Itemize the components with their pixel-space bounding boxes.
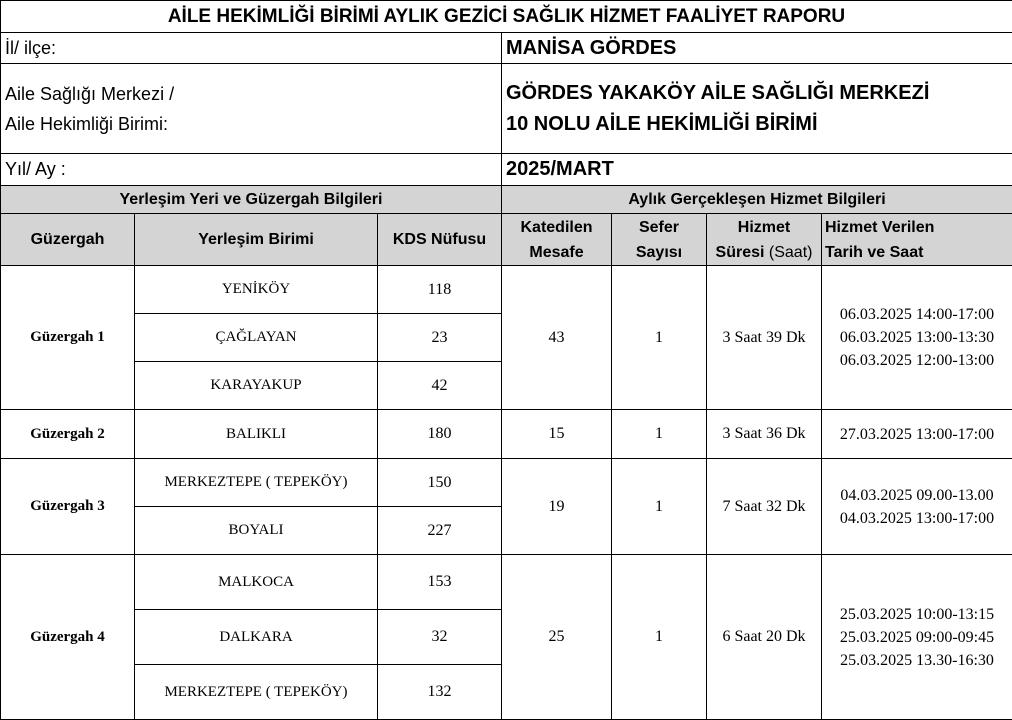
settlement-name: YENİKÖY bbox=[135, 266, 378, 314]
route-trips: 1 bbox=[612, 555, 707, 720]
col-header-distance bbox=[502, 214, 612, 266]
settlement-population: 42 bbox=[378, 362, 502, 410]
route-trips: 1 bbox=[612, 266, 707, 410]
route-schedule bbox=[822, 555, 1012, 720]
report-title: AİLE HEKİMLİĞİ BİRİMİ AYLIK GEZİCİ SAĞLIK HİZMET FAALİYET RAPORU bbox=[1, 1, 1012, 33]
col-header-population: KDS Nüfusu bbox=[378, 214, 502, 266]
settlement-population: 132 bbox=[378, 665, 502, 720]
col-header-settlement: Yerleşim Birimi bbox=[135, 214, 378, 266]
province-value: MANİSA GÖRDES bbox=[502, 33, 1012, 64]
col-header-duration-unit: (Saat) bbox=[769, 244, 813, 261]
settlement-population: 23 bbox=[378, 314, 502, 362]
schedule-entry: 04.03.2025 13:00-17:00 bbox=[822, 507, 1012, 530]
province-label: İl/ ilçe: bbox=[1, 33, 502, 64]
province-row bbox=[1, 33, 1012, 64]
column-header-row bbox=[1, 214, 1012, 266]
col-header-trips-line-2: Sayısı bbox=[612, 240, 706, 265]
group-header-right: Aylık Gerçekleşen Hizmet Bilgileri bbox=[502, 186, 1012, 214]
col-header-datetime-line-1: Hizmet Verilen bbox=[825, 215, 1012, 240]
route-schedule bbox=[822, 459, 1012, 555]
col-header-datetime bbox=[822, 214, 1012, 266]
route-name: Güzergah 4 bbox=[1, 555, 135, 720]
settlement-population: 32 bbox=[378, 610, 502, 665]
schedule-entry: 04.03.2025 09.00-13.00 bbox=[822, 484, 1012, 507]
settlement-name: BALIKLI bbox=[135, 410, 378, 459]
col-header-trips-line-1: Sefer bbox=[612, 215, 706, 240]
route-name: Güzergah 1 bbox=[1, 266, 135, 410]
schedule-entry: 25.03.2025 13.30-16:30 bbox=[822, 649, 1012, 672]
col-header-duration bbox=[707, 214, 822, 266]
route-schedule bbox=[822, 266, 1012, 410]
settlement-name: ÇAĞLAYAN bbox=[135, 314, 378, 362]
route-duration: 3 Saat 39 Dk bbox=[707, 266, 822, 410]
center-value-line-1: GÖRDES YAKAKÖY AİLE SAĞLIĞI MERKEZİ bbox=[506, 78, 1012, 109]
title-row bbox=[1, 1, 1012, 33]
col-header-route: Güzergah bbox=[1, 214, 135, 266]
route-trips: 1 bbox=[612, 410, 707, 459]
route-trips: 1 bbox=[612, 459, 707, 555]
route-schedule bbox=[822, 410, 1012, 459]
route-distance: 19 bbox=[502, 459, 612, 555]
schedule-entry: 06.03.2025 14:00-17:00 bbox=[822, 303, 1012, 326]
route-name: Güzergah 2 bbox=[1, 410, 135, 459]
table-row bbox=[1, 410, 1012, 459]
col-header-distance-line-1: Katedilen bbox=[502, 215, 611, 240]
center-value-line-2: 10 NOLU AİLE HEKİMLİĞİ BİRİMİ bbox=[506, 109, 1012, 140]
settlement-name: MERKEZTEPE ( TEPEKÖY) bbox=[135, 459, 378, 507]
center-label-line-2: Aile Hekimliği Birimi: bbox=[5, 109, 501, 139]
col-header-datetime-line-2: Tarih ve Saat bbox=[825, 240, 1012, 265]
col-header-distance-line-2: Mesafe bbox=[502, 240, 611, 265]
route-duration: 6 Saat 20 Dk bbox=[707, 555, 822, 720]
route-rows bbox=[1, 266, 1012, 720]
settlement-name: MALKOCA bbox=[135, 555, 378, 610]
period-value: 2025/MART bbox=[502, 154, 1012, 186]
settlement-population: 150 bbox=[378, 459, 502, 507]
center-value bbox=[502, 64, 1012, 154]
route-distance: 25 bbox=[502, 555, 612, 720]
settlement-population: 227 bbox=[378, 507, 502, 555]
table-row bbox=[1, 266, 1012, 314]
settlement-name: MERKEZTEPE ( TEPEKÖY) bbox=[135, 665, 378, 720]
period-row bbox=[1, 154, 1012, 186]
table-row bbox=[1, 555, 1012, 610]
settlement-name: DALKARA bbox=[135, 610, 378, 665]
settlement-population: 180 bbox=[378, 410, 502, 459]
route-distance: 15 bbox=[502, 410, 612, 459]
settlement-name: BOYALI bbox=[135, 507, 378, 555]
route-distance: 43 bbox=[502, 266, 612, 410]
settlement-population: 118 bbox=[378, 266, 502, 314]
route-name: Güzergah 3 bbox=[1, 459, 135, 555]
schedule-entry: 25.03.2025 10:00-13:15 bbox=[822, 603, 1012, 626]
center-row bbox=[1, 64, 1012, 154]
period-label: Yıl/ Ay : bbox=[1, 154, 502, 186]
center-label-line-1: Aile Sağlığı Merkezi / bbox=[5, 79, 501, 109]
center-label bbox=[1, 64, 502, 154]
schedule-entry: 06.03.2025 12:00-13:00 bbox=[822, 349, 1012, 372]
schedule-entry: 25.03.2025 09:00-09:45 bbox=[822, 626, 1012, 649]
col-header-trips bbox=[612, 214, 707, 266]
col-header-duration-line-1: Hizmet bbox=[707, 215, 821, 240]
schedule-entry: 27.03.2025 13:00-17:00 bbox=[822, 423, 1012, 446]
col-header-duration-line-2 bbox=[707, 240, 821, 265]
route-duration: 3 Saat 36 Dk bbox=[707, 410, 822, 459]
group-header-row bbox=[1, 186, 1012, 214]
schedule-entry: 06.03.2025 13:00-13:30 bbox=[822, 326, 1012, 349]
table-row bbox=[1, 459, 1012, 507]
settlement-population: 153 bbox=[378, 555, 502, 610]
settlement-name: KARAYAKUP bbox=[135, 362, 378, 410]
route-duration: 7 Saat 32 Dk bbox=[707, 459, 822, 555]
group-header-left: Yerleşim Yeri ve Güzergah Bilgileri bbox=[1, 186, 502, 214]
col-header-duration-word: Süresi bbox=[716, 244, 765, 261]
